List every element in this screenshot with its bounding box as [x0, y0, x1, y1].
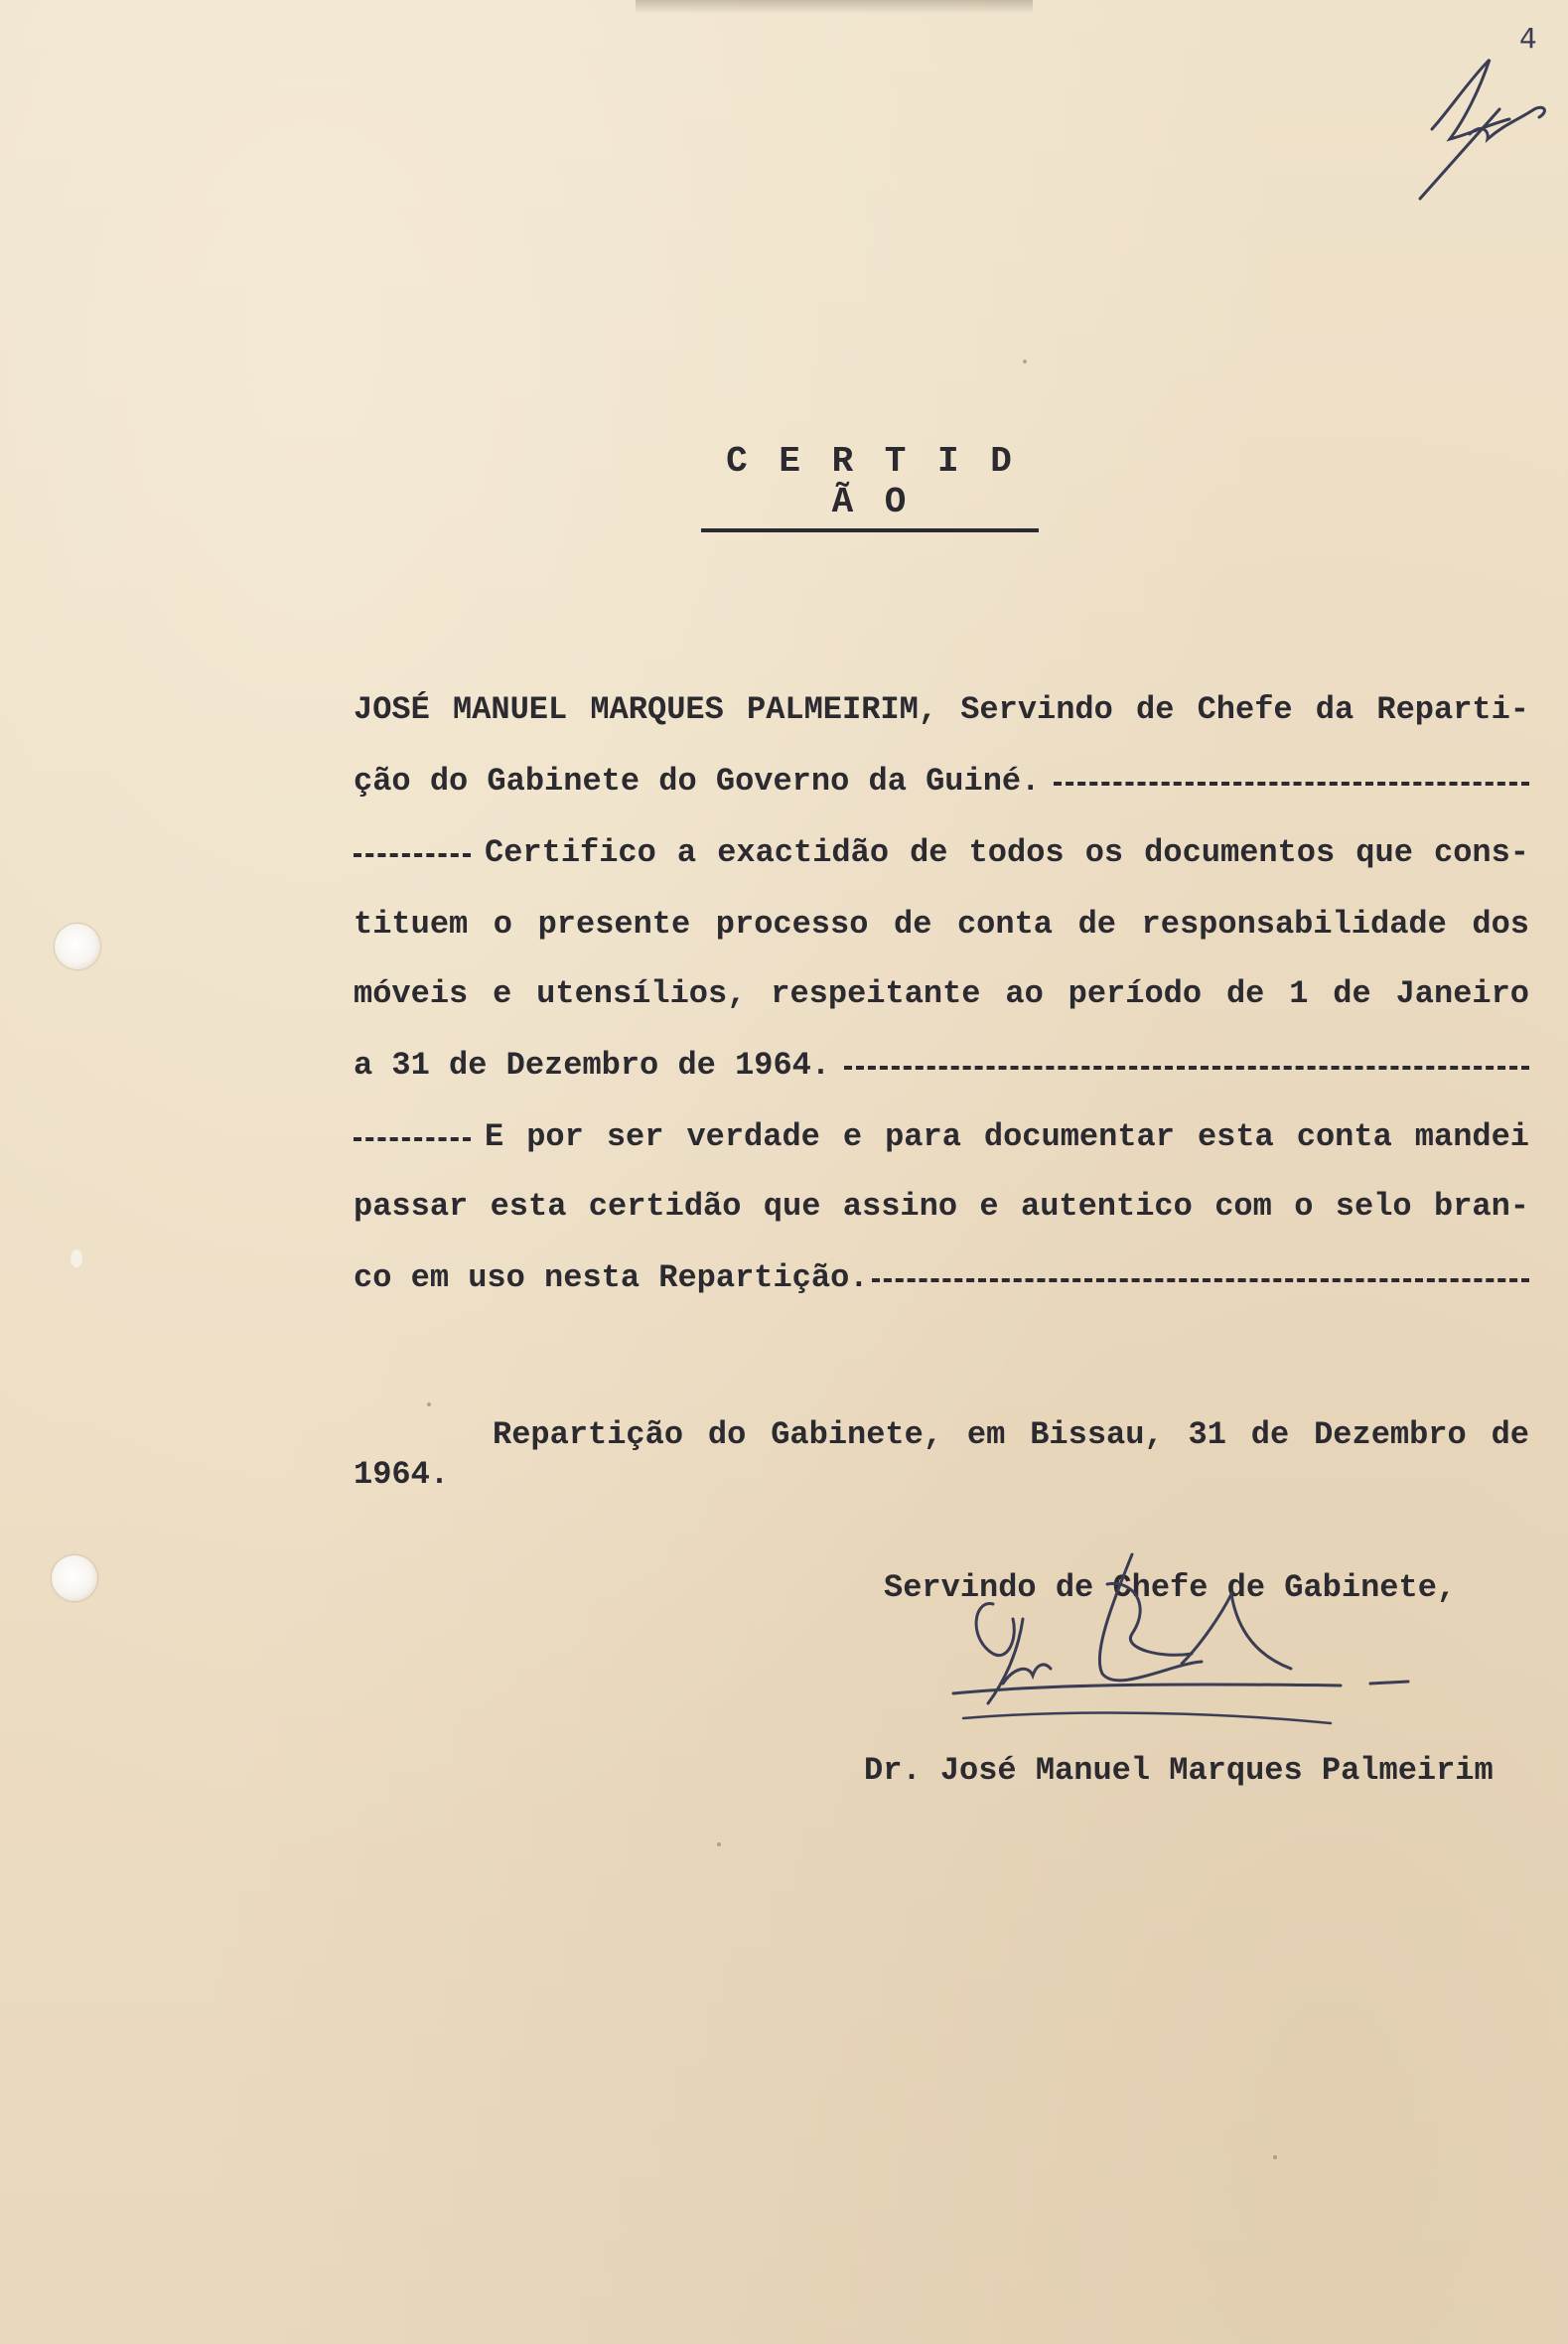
dash-leader [1054, 782, 1529, 786]
dash-leader [354, 853, 471, 857]
body-text-line: passar esta certidão que assino e autentico com o selo bran- [354, 1188, 1529, 1225]
body-text-line [354, 1255, 1529, 1301]
body-text: ção do Gabinete do Governo da Guiné. [354, 763, 1041, 800]
page-title: C E R T I D Ã O [701, 441, 1039, 532]
dash-leader [844, 1066, 1529, 1070]
handwritten-signature-icon [933, 1544, 1420, 1763]
paper-speck [1023, 360, 1027, 364]
body-text: a 31 de Dezembro de 1964. [354, 1047, 831, 1084]
body-text: co em uso nesta Repartição. [354, 1259, 869, 1296]
body-text-line [354, 759, 1529, 805]
body-text-line [354, 830, 1529, 876]
body-text-line: JOSÉ MANUEL MARQUES PALMEIRIM, Servindo de Chefe da Reparti- [354, 691, 1529, 728]
body-text: E por ser verdade e para documentar esta conta mandei [485, 1118, 1529, 1155]
paper-speck [427, 1402, 431, 1406]
dash-leader [872, 1278, 1529, 1282]
page-number: 4 [1519, 22, 1537, 55]
body-text-line: tituem o presente processo de conta de responsabilidade dos [354, 906, 1529, 943]
signature-caption: Servindo de Chefe de Gabinete, [884, 1569, 1457, 1606]
place-date-line: Repartição do Gabinete, em Bissau, 31 de Dezembro de [493, 1416, 1529, 1453]
punch-hole [52, 1555, 97, 1601]
punch-hole [55, 924, 100, 969]
body-text-line [354, 1114, 1529, 1160]
body-text-line [354, 1043, 1529, 1089]
body-text-line: móveis e utensílios, respeitante ao período de 1 de Janeiro [354, 975, 1529, 1012]
handwritten-initials-icon [1410, 40, 1559, 209]
page-edge-shadow [636, 0, 1033, 14]
paper-speck [1273, 2155, 1277, 2159]
paper-speck [717, 1842, 721, 1846]
place-date-line: 1964. [354, 1456, 450, 1493]
body-text: Certifico a exactidão de todos os documentos que cons- [485, 834, 1529, 871]
punch-hole [71, 1249, 82, 1267]
dash-leader [354, 1137, 471, 1141]
signatory-name: Dr. José Manuel Marques Palmeirim [864, 1752, 1494, 1789]
